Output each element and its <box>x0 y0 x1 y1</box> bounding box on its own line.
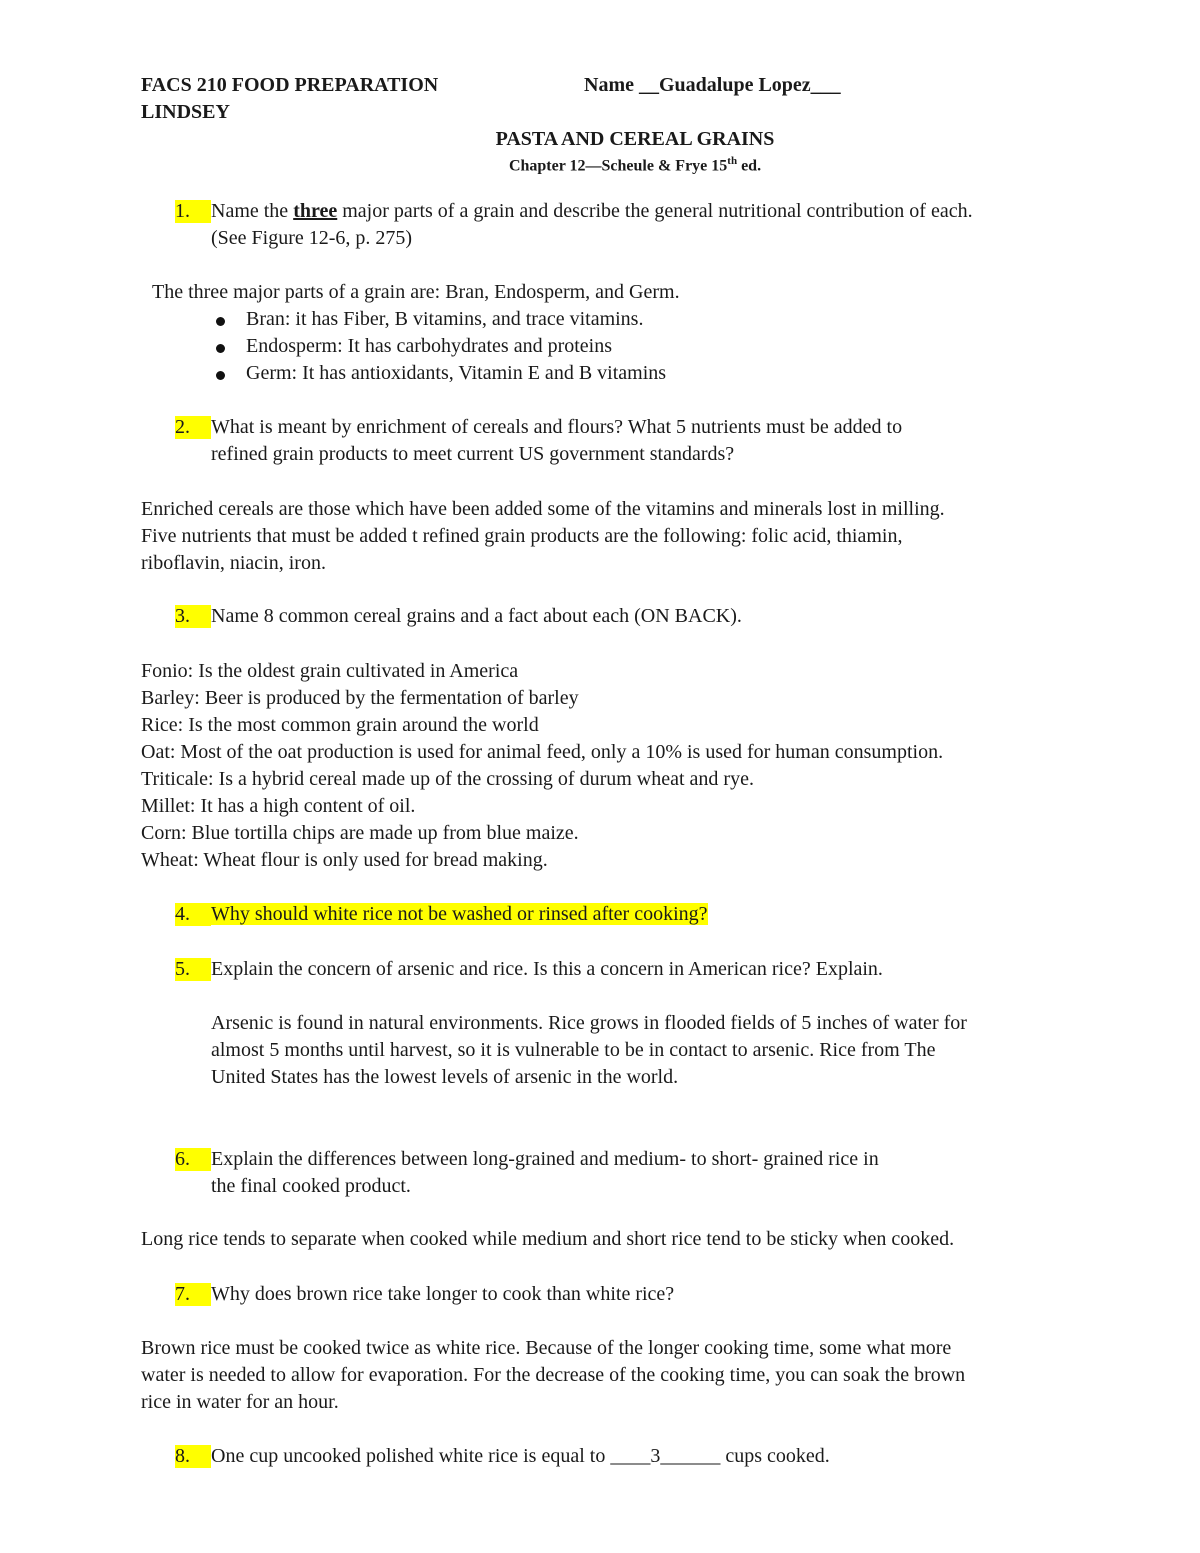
answer-7-line2: water is needed to allow for evaporation. For the decrease of the cooking time, you can soak the brown <box>141 1364 966 1386</box>
answer-2-line1: Enriched cereals are those which have been added some of the vitamins and minerals lost in milling. <box>141 498 945 520</box>
question-5: 5. Explain the concern of arsenic and rice. Is this a concern in American rice? Explain. <box>175 958 883 980</box>
question-8: 8. One cup uncooked polished white rice is equal to ____3______ cups cooked. <box>175 1445 830 1467</box>
question-6: 6. Explain the differences between long-grained and medium- to short- grained rice in <box>175 1148 879 1170</box>
answer-7-line3: rice in water for an hour. <box>141 1391 339 1413</box>
question-number: 1. <box>175 200 211 223</box>
answer-1-intro: The three major parts of a grain are: Bran, Endosperm, and Germ. <box>152 281 680 303</box>
grain-fact: Corn: Blue tortilla chips are made up from blue maize. <box>141 822 579 844</box>
question-number: 8. <box>175 1445 211 1468</box>
answer-5-line1: Arsenic is found in natural environments. Rice grows in flooded fields of 5 inches of water for <box>211 1012 967 1034</box>
question-3: 3. Name 8 common cereal grains and a fact about each (ON BACK). <box>175 605 742 627</box>
grain-fact: Fonio: Is the oldest grain cultivated in America <box>141 660 519 682</box>
name-value: __Guadalupe Lopez___ <box>638 74 841 96</box>
question-2-line2: refined grain products to meet current US government standards? <box>211 443 735 465</box>
answer-7-line1: Brown rice must be cooked twice as white rice. Because of the longer cooking time, some what more <box>141 1337 952 1359</box>
name-label: Name <box>584 74 634 96</box>
question-4 <box>175 903 708 926</box>
student-name-line <box>584 74 841 97</box>
grain-fact: Barley: Beer is produced by the fermentation of barley <box>141 687 579 709</box>
answer-2-line3: riboflavin, niacin, iron. <box>141 552 326 574</box>
answer-5-line3: United States has the lowest levels of arsenic in the world. <box>211 1066 679 1088</box>
question-number: 7. <box>175 1283 211 1306</box>
grain-fact: Rice: Is the most common grain around the world <box>141 714 539 736</box>
grain-fact: Wheat: Wheat flour is only used for bread making. <box>141 849 548 871</box>
highlighted-question: Why should white rice not be washed or rinsed after cooking? <box>211 903 708 925</box>
instructor-name: LINDSEY <box>141 101 230 123</box>
answer-5-line2: almost 5 months until harvest, so it is vulnerable to be in contact to arsenic. Rice from The <box>211 1039 936 1061</box>
emphasis-three: three <box>293 200 338 222</box>
document-subtitle: Chapter 12—Scheule & Frye 15th ed. <box>508 155 762 175</box>
grain-fact: Triticale: Is a hybrid cereal made up of the crossing of durum wheat and rye. <box>141 768 754 790</box>
question-7: 7. Why does brown rice take longer to cook than white rice? <box>175 1283 675 1305</box>
question-number: 4. <box>175 903 211 926</box>
question-number: 6. <box>175 1148 211 1171</box>
grain-fact: Millet: It has a high content of oil. <box>141 795 416 817</box>
document-title: PASTA AND CEREAL GRAINS <box>495 128 775 150</box>
bullet-icon <box>216 371 225 380</box>
question-number: 2. <box>175 416 211 439</box>
grain-fact: Oat: Most of the oat production is used for animal feed, only a 10% is used for human consumption. <box>141 741 944 763</box>
question-2: 2. What is meant by enrichment of cereals and flours? What 5 nutrients must be added to <box>175 416 903 438</box>
question-number: 5. <box>175 958 211 981</box>
answer-6: Long rice tends to separate when cooked while medium and short rice tend to be sticky when cooked. <box>141 1228 955 1250</box>
list-item: Endosperm: It has carbohydrates and proteins <box>246 335 612 358</box>
question-1: 1. Name the three major parts of a grain and describe the general nutritional contribution of each. <box>175 200 973 222</box>
list-item: Bran: it has Fiber, B vitamins, and trace vitamins. <box>246 308 643 331</box>
list-item: Germ: It has antioxidants, Vitamin E and B vitamins <box>246 362 666 385</box>
question-number: 3. <box>175 605 211 628</box>
course-title: FACS 210 FOOD PREPARATION <box>141 74 439 96</box>
question-6-line2: the final cooked product. <box>211 1175 411 1197</box>
answer-2-line2: Five nutrients that must be added t refined grain products are the following: folic acid, thiamin, <box>141 525 903 547</box>
bullet-icon <box>216 344 225 353</box>
question-1-line2: (See Figure 12-6, p. 275) <box>211 227 413 249</box>
bullet-icon <box>216 317 225 326</box>
